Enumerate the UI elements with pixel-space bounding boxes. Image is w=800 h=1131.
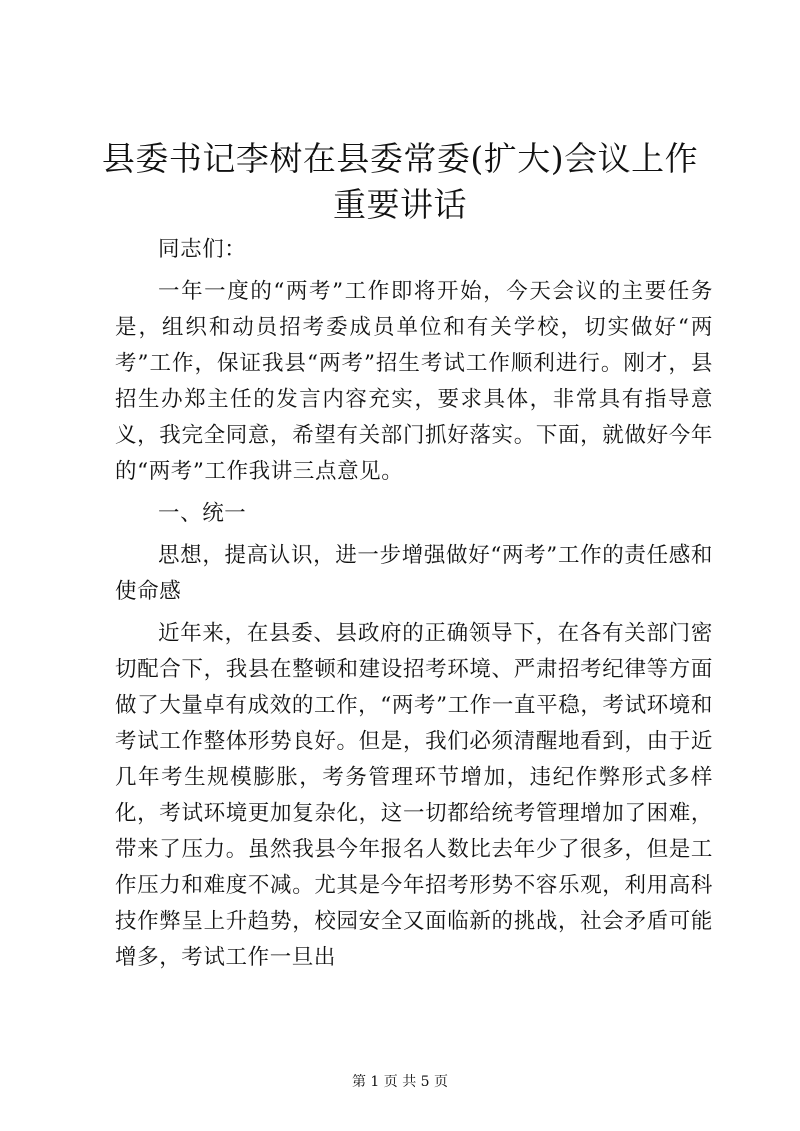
section-subheading-paragraph: 思想，提高认识，进一步增强做好“两考”工作的责任感和使命感 bbox=[115, 543, 713, 604]
body-paragraph: 近年来，在县委、县政府的正确领导下，在各有关部门密切配合下，我县在整顿和建设招考环境、严肃招考纪律等方面做了大量卓有成效的工作，“两考”工作一直平稳，考试环境和考试工作整体形势良好。但是，我们必须清醒地看到，由于近几年考生规模膨胀，考务管理环节增加，违纪作弊形式多样化，考试环境更加复杂化，这一切都给统考管理增加了困难，带来了压力。虽然我县今年报名人数比去年少了很多，但是工作压力和难度不减。尤其是今年招考形势不容乐观，利用高科技作弊呈上升趋势，校园安全又面临新的挑战，社会矛盾可能增多，考试工作一旦出 bbox=[115, 621, 713, 970]
intro-paragraph: 一年一度的“两考”工作即将开始，今天会议的主要任务是，组织和动员招考委成员单位和有关学校，切实做好“两考”工作，保证我县“两考”招生考试工作顺利进行。刚才，县招生办郑主任的发言内容充实，要求具体，非常具有指导意义，我完全同意，希望有关部门抓好落实。下面，就做好今年的“两考”工作我讲三点意见。 bbox=[115, 279, 713, 484]
section-heading: 一、统一 bbox=[158, 501, 247, 526]
page-number-footer: 第 1 页 共 5 页 bbox=[351, 1074, 449, 1090]
document-body bbox=[115, 232, 713, 976]
salutation-paragraph: 同志们： bbox=[158, 237, 247, 262]
document-title: 县委书记李树在县委常委(扩大)会议上作重要讲话 bbox=[101, 139, 699, 224]
